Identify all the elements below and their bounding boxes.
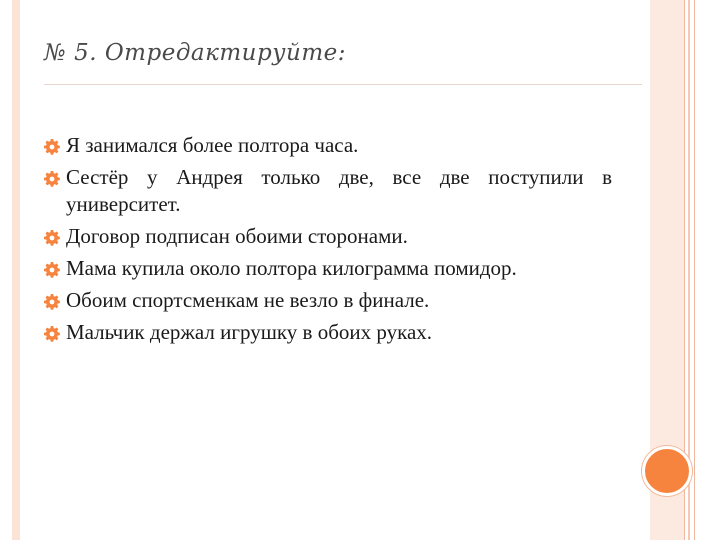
left-decor-strip — [12, 0, 20, 540]
bullet-text: Я занимался более полтора часа. — [66, 133, 359, 157]
bullet-text: Сестёр у Андрея только две, все две поступили в университет. — [66, 165, 612, 216]
gear-bullet-icon — [44, 139, 60, 155]
bullet-list — [44, 132, 612, 351]
decor-circle — [642, 446, 692, 496]
bullet-item — [44, 223, 612, 250]
gear-bullet-icon — [44, 262, 60, 278]
bullet-text: Договор подписан обоими сторонами. — [66, 224, 408, 248]
bullet-item — [44, 319, 612, 346]
bullet-text: Мальчик держал игрушку в обоих руках. — [66, 320, 433, 344]
gear-bullet-icon — [44, 230, 60, 246]
right-decor-line — [694, 0, 695, 540]
slide-title: № 5. Отредактируйте: — [44, 40, 347, 66]
gear-bullet-icon — [44, 171, 60, 187]
gear-bullet-icon — [44, 326, 60, 342]
bullet-item — [44, 255, 612, 282]
bullet-item — [44, 132, 612, 159]
title-divider — [44, 84, 642, 85]
bullet-item — [44, 164, 612, 218]
bullet-item — [44, 287, 612, 314]
bullet-text: Мама купила около полтора килограмма помидор. — [66, 256, 517, 280]
bullet-text: Обоим спортсменкам не везло в финале. — [66, 288, 430, 312]
gear-bullet-icon — [44, 294, 60, 310]
